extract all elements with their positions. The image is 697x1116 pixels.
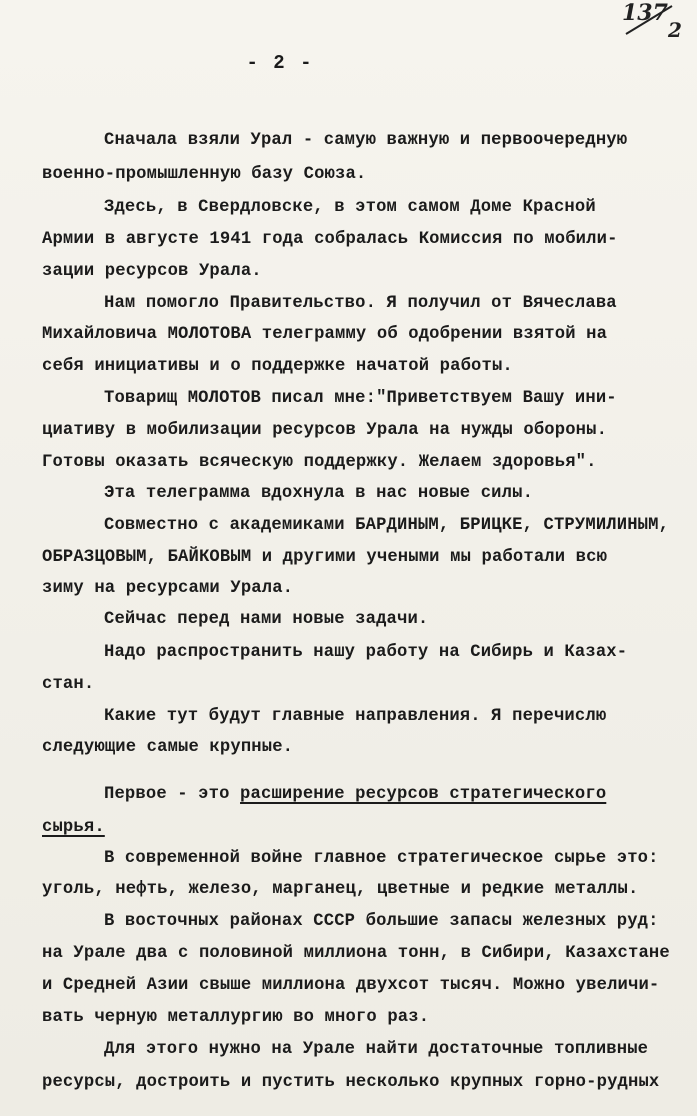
text-line: Совместно с академиками БАРДИНЫМ, БРИЦКЕ, СТРУМИЛИНЫМ, xyxy=(104,516,670,535)
text-line: вать черную металлургию во много раз. xyxy=(42,1008,430,1027)
text-line xyxy=(104,785,606,805)
archive-number: 137 xyxy=(622,0,668,26)
text-line: военно-промышленную базу Союза. xyxy=(42,165,367,184)
text-line: ресурсы, достроить и пустить несколько крупных горно-рудных xyxy=(42,1073,660,1092)
underlined-heading: расширение ресурсов стратегического xyxy=(240,785,607,804)
text-line: Эта телеграмма вдохнула в нас новые силы. xyxy=(104,484,534,503)
text-line: Здесь, в Свердловске, в этом самом Доме Красной xyxy=(104,198,596,217)
text-line: Надо распространить нашу работу на Сибирь и Казах- xyxy=(104,643,628,662)
archive-number-stamp xyxy=(612,0,692,44)
underlined-heading-continuation: сырья. xyxy=(42,818,105,837)
archive-subnumber: 2 xyxy=(668,18,682,42)
text-line: на Урале два с половиной миллиона тонн, в Сибири, Казахстане xyxy=(42,944,670,963)
text-line: Для этого нужно на Урале найти достаточные топливные xyxy=(104,1040,649,1059)
text-line: Какие тут будут главные направления. Я перечислю xyxy=(104,707,607,726)
text-line: зиму на ресурсами Урала. xyxy=(42,579,294,598)
text-line: следующие самые крупные. xyxy=(42,738,294,757)
text-line: Нам помогло Правительство. Я получил от Вячеслава xyxy=(104,294,617,313)
text-line: уголь, нефть, железо, марганец, цветные и редкие металлы. xyxy=(42,880,639,899)
text-line: В современной войне главное стратегическое сырье это: xyxy=(104,849,659,868)
text-line: стан. xyxy=(42,675,95,694)
text-line: циативу в мобилизации ресурсов Урала на нужды обороны. xyxy=(42,421,608,440)
text-line: Михайловича МОЛОТОВА телеграмму об одобрении взятой на xyxy=(42,325,608,344)
text-line: Сейчас перед нами новые задачи. xyxy=(104,610,429,629)
text-line: ОБРАЗЦОВЫМ, БАЙКОВЫМ и другими учеными мы работали всю xyxy=(42,548,608,567)
page-number: - 2 - xyxy=(246,52,314,74)
text-line: Товарищ МОЛОТОВ писал мне:"Приветствуем Вашу ини- xyxy=(104,389,617,408)
text-line: В восточных районах СССР большие запасы железных руд: xyxy=(104,912,659,931)
text-line: зации ресурсов Урала. xyxy=(42,262,262,281)
text-line: Сначала взяли Урал - самую важную и первоочередную xyxy=(104,131,628,150)
text-segment: Первое - это xyxy=(104,785,241,804)
text-line: себя инициативы и о поддержке начатой работы. xyxy=(42,357,513,376)
text-line: и Средней Азии свыше миллиона двухсот тысяч. Можно увеличи- xyxy=(42,976,660,995)
text-line: Готовы оказать всяческую поддержку. Желаем здоровья". xyxy=(42,453,597,472)
text-line: Армии в августе 1941 года собралась Комиссия по мобили- xyxy=(42,230,618,249)
